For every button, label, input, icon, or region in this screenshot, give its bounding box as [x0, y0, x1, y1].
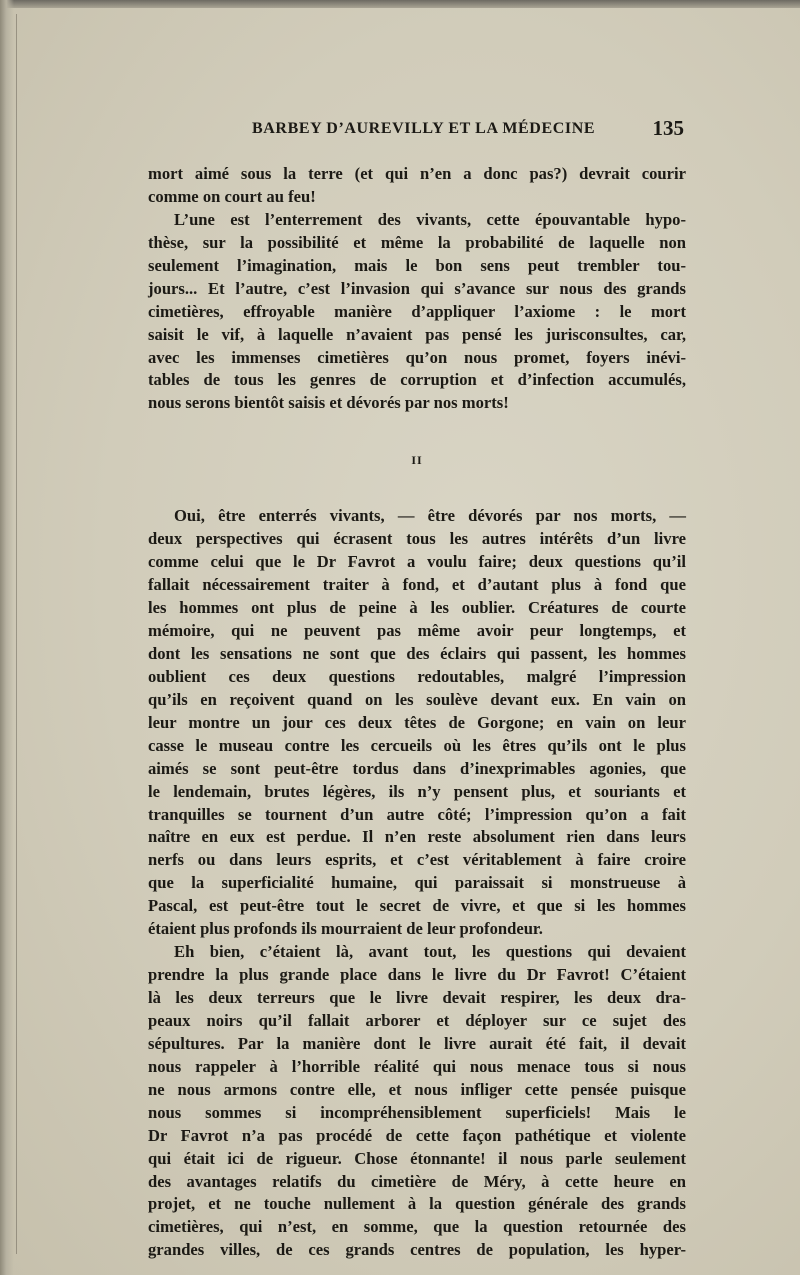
text-line: mémoire, qui ne peuvent pas même avoir peur longtemps, et: [148, 621, 686, 640]
text-line: fallait nécessairement traiter à fond, et d’autant plus à fond que: [148, 575, 686, 595]
text-line: nous rappeler à l’horrible réalité qui nous menace tous si nous: [148, 1056, 686, 1076]
scan-top-edge: [0, 0, 800, 8]
text-line: nous serons bientôt saisis et dévorés par nos morts!: [148, 393, 509, 413]
text-line: seulement l’imagination, mais le bon sens peut trembler tou-: [148, 255, 686, 275]
text-line: dont les sensations ne sont que des éclairs qui passent, les hommes: [148, 643, 686, 663]
body-text: [148, 163, 686, 1262]
text-line: comme celui que le Dr Favrot a voulu faire; deux questions qu’il: [148, 552, 686, 572]
text-line: thèse, sur la possibilité et même la probabilité de laquelle non: [148, 232, 686, 252]
text-line: oublient ces deux questions redoutables, malgré l’impression: [148, 666, 686, 686]
text-line: leur montre un jour ces deux têtes de Gorgone; en vain on leur: [148, 712, 686, 732]
text-line: tables de tous les genres de corruption et d’infection accumulés,: [148, 370, 686, 390]
text-line: nerfs ou dans leurs esprits, et c’est véritablement à faire croire: [148, 850, 686, 870]
binding-edge: [0, 0, 14, 1275]
text-line: étaient plus profonds ils mourraient de leur profondeur.: [148, 919, 543, 939]
text-line: que la superficialité humaine, qui paraissait si monstrueuse à: [148, 873, 686, 893]
text-line: mort aimé sous la terre (et qui n’en a donc pas?) devrait courir: [148, 164, 686, 183]
text-line: grandes villes, de ces grands centres de population, les hyper-: [148, 1240, 686, 1260]
text-line: deux perspectives qui écrasent tous les autres intérêts d’un livre: [148, 529, 686, 549]
text-line: prendre la plus grande place dans le livre du Dr Favrot! C’étaient: [148, 965, 686, 985]
text-line: Pascal, est peut-être tout le secret de vivre, et que si les hommes: [148, 896, 686, 916]
text-line: sépultures. Par la manière dont le livre aurait été fait, il devait: [148, 1033, 686, 1053]
text-line: avec les immenses cimetières qu’on nous promet, foyers inévi-: [148, 347, 686, 367]
text-line: projet, et ne touche nullement à la question générale des grands: [148, 1194, 686, 1214]
text-line: casse le museau contre les cercueils où les êtres qu’ils ont le plus: [148, 735, 686, 755]
text-line: jours... Et l’autre, c’est l’invasion qui s’avance sur nous des grands: [148, 278, 686, 298]
text-line: là les deux terreurs que le livre devait respirer, les deux dra-: [148, 988, 686, 1007]
paragraph-3: [148, 505, 686, 941]
text-line: aimés se sont peut-être tordus dans d’inexprimables agonies, que: [148, 758, 686, 778]
text-line: cimetières, qui n’est, en somme, que la question retournée des: [148, 1217, 686, 1237]
text-line: Dr Favrot n’a pas procédé de cette façon pathétique et violente: [148, 1125, 686, 1145]
paragraph-1: [148, 163, 686, 209]
paragraph-2: [148, 209, 686, 415]
section-heading: II: [411, 453, 423, 468]
text-line: nous sommes si incompréhensiblement superficiels! Mais le: [148, 1102, 686, 1122]
text-line: qu’ils en reçoivent quand on les soulève devant eux. En vain on: [148, 689, 686, 709]
running-head: [148, 116, 688, 146]
text-line: cimetières, effroyable manière d’appliquer l’axiome : le mort: [148, 301, 686, 321]
text-line: comme on court au feu!: [148, 186, 316, 206]
text-line: des avantages relatifs du cimetière de Méry, à cette heure en: [148, 1171, 686, 1191]
page-number: 135: [652, 116, 684, 140]
text-line: Eh bien, c’étaient là, avant tout, les questions qui devaient: [174, 942, 686, 962]
running-head-title: BARBEY D’AUREVILLY ET LA MÉDECINE: [252, 120, 596, 137]
text-line: qui était ici de rigueur. Chose étonnante! il nous parle seulement: [148, 1148, 686, 1168]
text-line: peaux noirs qu’il fallait arborer et déployer sur ce sujet des: [148, 1010, 686, 1030]
text-line: les hommes ont plus de peine à les oublier. Créatures de courte: [148, 598, 686, 618]
text-line: ne nous armons contre elle, et nous infliger cette pensée puisque: [148, 1079, 686, 1099]
text-line: tranquilles se tournent d’un autre côté; l’impression qu’on a fait: [148, 804, 686, 824]
paragraph-4: [148, 941, 686, 1262]
text-line: saisit le vif, à laquelle n’avaient pas pensé les jurisconsultes, car,: [148, 324, 686, 344]
text-line: L’une est l’enterrement des vivants, cette épouvantable hypo-: [174, 209, 686, 229]
text-line: naître en eux est perdue. Il n’en reste absolument rien dans leurs: [148, 827, 686, 847]
text-line: Oui, être enterrés vivants, — être dévorés par nos morts, —: [174, 506, 686, 526]
binding-crease: [16, 14, 17, 1254]
text-line: le lendemain, brutes légères, ils n’y pensent plus, et souriants et: [148, 781, 686, 801]
